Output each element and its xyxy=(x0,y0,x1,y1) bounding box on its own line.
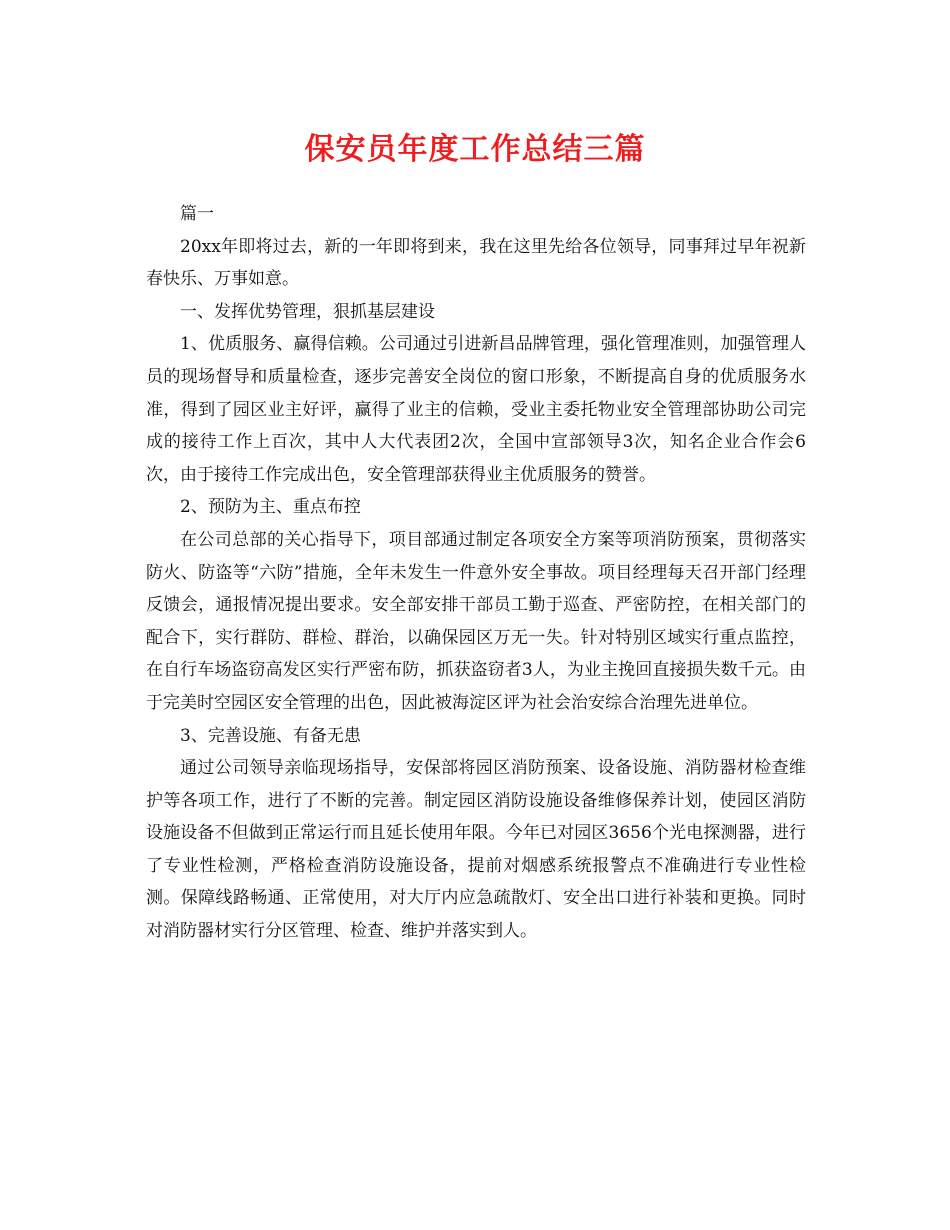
document-body xyxy=(146,198,806,948)
document-title: 保安员年度工作总结三篇 xyxy=(304,132,646,167)
section-heading-1: 一、发挥优势管理，狠抓基层建设 xyxy=(180,301,435,322)
subheading-facilities: 3、完善设施、有备无患 xyxy=(180,725,361,746)
subheading-prevention: 2、预防为主、重点布控 xyxy=(180,497,361,518)
section-heading-part-one: 篇一 xyxy=(180,204,214,224)
paragraph-quality-service: 1、优质服务、赢得信赖。公司通过引进新昌品牌管理，强化管理准则，加强管理人员的现场督导和质量检查，逐步完善安全岗位的窗口形象，不断提高自身的优质服务水准，得到了园区业主好评，赢得了业主的信赖，受业主委托物业安全管理部协助公司完成的接待工作上百次，其中人大代表团2次，全国中宣部领导3次，知名企业合作会6次，由于接待工作完成出色，安全管理部获得业主优质服务的赞誉。 xyxy=(146,334,806,485)
paragraph-greeting: 20xx年即将过去，新的一年即将到来，我在这里先给各位领导，同事拜过早年祝新春快乐、万事如意。 xyxy=(146,236,806,290)
paragraph-prevention: 在公司总部的关心指导下，项目部通过制定各项安全方案等项消防预案，贯彻落实防火、防盗等“六防”措施，全年未发生一件意外安全事故。项目经理每天召开部门经理反馈会，通报情况提出要求。安全部安排干部员工勤于巡查、严密防控，在相关部门的配合下，实行群防、群检、群治，以确保园区万无一失。针对特别区域实行重点监控，在自行车场盗窃高发区实行严密布防，抓获盗窃者3人，为业主挽回直接损失数千元。由于完美时空园区安全管理的出色，因此被海淀区评为社会治安综合治理先进单位。 xyxy=(146,529,806,713)
paragraph-facilities: 通过公司领导亲临现场指导，安保部将园区消防预案、设备设施、消防器材检查维护等各项工作，进行了不断的完善。制定园区消防设施设备维修保养计划，使园区消防设施设备不但做到正常运行而且延长使用年限。今年已对园区3656个光电探测器，进行了专业性检测，严格检查消防设施设备，提前对烟感系统报警点不准确进行专业性检测。保障线路畅通、正常使用，对大厅内应急疏散灯、安全出口进行补装和更换。同时对消防器材实行分区管理、检查、维护并落实到人。 xyxy=(146,758,806,942)
